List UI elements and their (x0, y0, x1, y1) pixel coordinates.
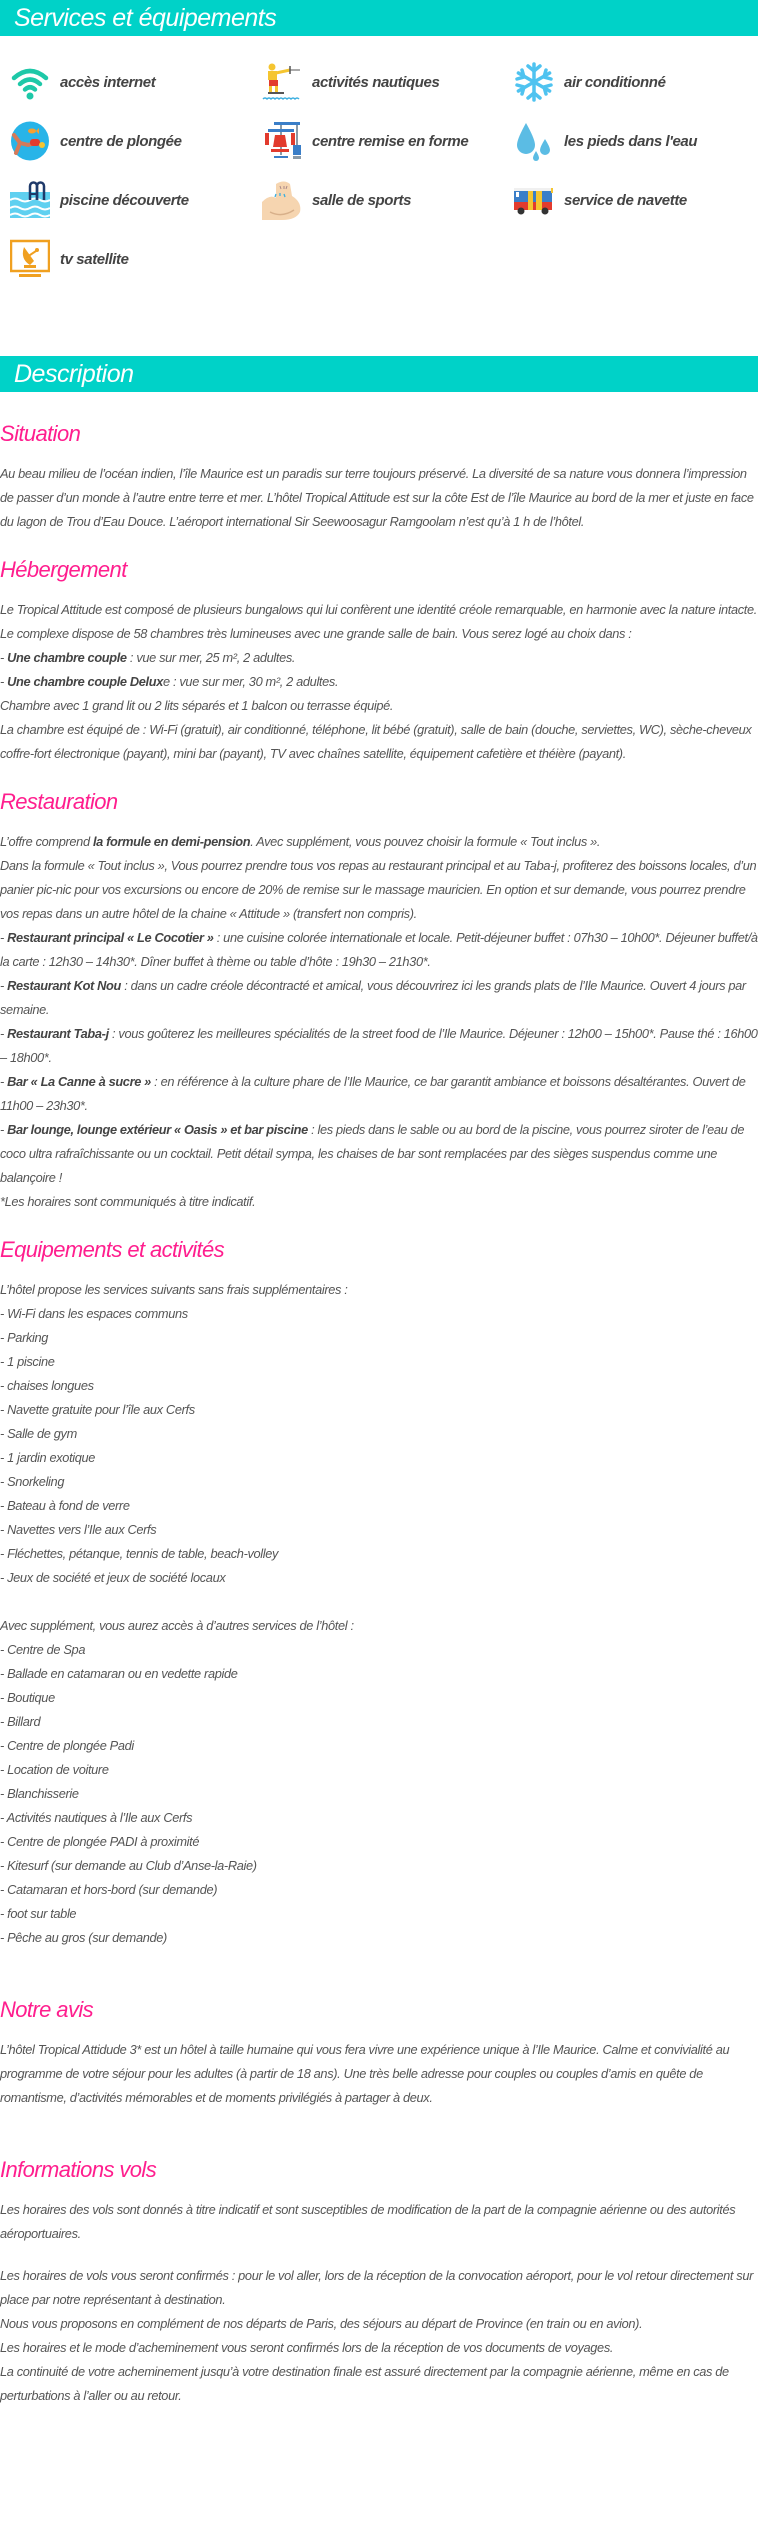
heading-informations-vols: Informations vols (0, 2157, 157, 2182)
list-item: - Activités nautiques à l’Ile aux Cerfs (0, 1810, 193, 1825)
room-beds: Chambre avec 1 grand lit ou 2 lits séparés et 1 balcon ou terrasse équipé. (0, 698, 394, 713)
list-item: - Salle de gym (0, 1426, 77, 1441)
service-item-piscine (10, 180, 262, 220)
pool-icon (10, 180, 50, 220)
list-item: - Wi-Fi dans les espaces communs (0, 1306, 188, 1321)
list-item: - Centre de plongée Padi (0, 1738, 134, 1753)
heading-hebergement: Hébergement (0, 557, 127, 582)
service-label: air conditionné (564, 73, 666, 91)
service-item-nautique (262, 62, 514, 102)
list-item: - Pêche au gros (sur demande) (0, 1930, 167, 1945)
service-item-salle-sports (262, 180, 514, 220)
list-item: - Boutique (0, 1690, 55, 1705)
service-item-pieds-dans-eau (514, 121, 758, 161)
vols-text-1: Les horaires des vols sont donnés à titre indicatif et sont susceptibles de modification de la part de la compagnie aérienne ou des autorités aéroportuaires. (0, 2202, 736, 2241)
room-equipment: La chambre est équipé de : Wi-Fi (gratuit), air conditionné, téléphone, lit bébé (gratuit), salle de bain (douche, serviettes, WC), sèche-cheveux coffre-fort électronique (payant), mini bar (payant), TV avec chaînes satellite, équipement cafetière et théière (payant). (0, 722, 752, 761)
list-item: - Jeux de société et jeux de société locaux (0, 1570, 226, 1585)
service-item-internet (10, 62, 262, 102)
restauration-footnote: *Les horaires sont communiqués à titre indicatif. (0, 1194, 256, 1209)
list-item: - Catamaran et hors-bord (sur demande) (0, 1882, 218, 1897)
venue-details: : dans un cadre créole décontracté et amical, vous découvrirez ici les grands plats de l’Ile Maurice. Ouvert 4 jours par semaine. (0, 978, 746, 1017)
services-section-title: Services et équipements (0, 0, 758, 36)
service-item-air-conditionne (514, 62, 758, 102)
equipements-paid (0, 1614, 758, 1950)
spacer (0, 315, 758, 356)
list-item: - foot sur table (0, 1906, 77, 1921)
venue-name: Bar « La Canne à sucre » (7, 1074, 151, 1089)
vols-line: La continuité de votre acheminement jusqu’à votre destination finale est assuré directement par la compagnie aérienne, même en cas de perturbations à l’aller ou au retour. (0, 2364, 729, 2403)
equipements-free (0, 1278, 758, 1590)
venue-name: Restaurant principal « Le Cocotier » (7, 930, 214, 945)
hebergement-text: Le Tropical Attitude est composé de plusieurs bungalows qui lui confèrent une identité créole remarquable, en harmonie avec la nature intacte. Le complexe dispose de 58 chambres très lumineuses avec une grande salle de bain. Vous serez logé au choix dans : - Une chambre couple : vue sur mer, 25 m², 2 adultes. - Une chambre couple Deluxe : vue sur mer, 30 m², 2 adultes. Chambre avec 1 grand lit ou 2 lits séparés et 1 balcon ou terrasse équipé. La chambre est équipé de : Wi-Fi (gratuit), air conditionné, téléphone, lit bébé (gratuit), salle de bain (douche, serviettes, WC), sèche-cheveux coffre-fort électronique (payant), mini bar (payant), TV avec chaînes satellite, équipement cafetière et théière (payant). (0, 602, 757, 761)
venue-name: Restaurant Taba-j (7, 1026, 109, 1041)
offer-text: L’offre comprend (0, 834, 93, 849)
service-label: centre de plongée (60, 132, 182, 150)
list-item: - Centre de plongée PADI à proximité (0, 1834, 200, 1849)
list-item: - Location de voiture (0, 1762, 109, 1777)
service-label: les pieds dans l'eau (564, 132, 698, 150)
paid-services-intro: Avec supplément, vous aurez accès à d’autres services de l’hôtel : (0, 1618, 354, 1633)
room-type-2: Une chambre couple Delux (7, 674, 163, 689)
fitness-machine-icon (262, 121, 302, 161)
restauration-text: L’offre comprend la formule en demi-pension. Avec supplément, vous pouvez choisir la formule « Tout inclus ». Dans la formule « Tout inclus », Vous pourrez prendre tous vos repas au restaurant principal et au Taba-j, profiterez des boissons locales, d’un panier pic-nic pour vos excursions ou encore de 20% de remise sur le massage mauricien. En option et sur demande, vous pourrez prendre vos repas dans un autre hôtel de la chaine « Attitude » (transfert non compris). - Restaurant principal « Le Cocotier » : une cuisine colorée internationale et locale. Petit-déjeuner buffet : 07h30 – 10h00*. Déjeuner buffet/à la carte : 12h30 – 14h30*. Dîner buffet à thème ou table d’hôte : 19h30 – 21h30*. - Restaurant Kot Nou : dans un cadre créole décontracté et amical, vous découvrirez ici les grands plats de l’Ile Maurice. Ouvert 4 jours par semaine. - Restaurant Taba-j : vous goûterez les meilleures spécialités de la street food de l’Ile Maurice. Déjeuner : 12h00 – 15h00*. Pause thé : 16h00 – 18h00*. - Bar « La Canne à sucre » : en référence à la culture phare de l’Ile Maurice, ce bar garantit ambiance et boissons désaltérantes. Ouvert de 11h00 – 23h30*. - Bar lounge, lounge extérieur « Oasis » et bar piscine : les pieds dans le sable ou au bord de la piscine, vous pourrez siroter de l’eau de coco ultra rafraîchissante ou un cocktail. Petit détail sympa, les chaises de bar sont remplacées par des sièges suspendus comme une balançoire ! *Les horaires sont communiqués à titre indicatif. (0, 834, 758, 1209)
service-item-navette (514, 180, 758, 220)
room-type-1-details: : vue sur mer, 25 m², 2 adultes. (126, 650, 296, 665)
offer-formula: la formule en demi-pension (92, 834, 251, 849)
wifi-icon (10, 62, 50, 102)
list-item: - Centre de Spa (0, 1642, 86, 1657)
heading-restauration: Restauration (0, 789, 118, 814)
venue-details: : vous goûterez les meilleures spécialités de la street food de l’Ile Maurice. Déjeuner : 12h00 – 15h00*. Pause thé : 16h00 – 18h00*. (0, 1026, 758, 1065)
list-item: - chaises longues (0, 1378, 94, 1393)
list-item: - Bateau à fond de verre (0, 1498, 130, 1513)
service-label: piscine découverte (60, 191, 189, 209)
situation-text: Au beau milieu de l’océan indien, l’île Maurice est un paradis sur terre toujours préservé. La diversité de sa nature vous donnera l’impression de passer d’un monde à l’autre entre terre et mer. L’hôtel Tropical Attitude est sur la côte Est de l’île Maurice au bord de la mer et juste en face du lagon de Trou d’Eau Douce. L’aéroport international Sir Seewoosagur Ramgoolam n’est qu’à 1 h de l’hôtel. (0, 466, 754, 529)
description-content (0, 392, 758, 2408)
services-grid (0, 36, 758, 315)
heading-situation: Situation (0, 421, 81, 446)
list-item: - Ballade en catamaran ou en vedette rapide (0, 1666, 238, 1681)
list-item: - Billard (0, 1714, 41, 1729)
avis-text: L’hôtel Tropical Attidude 3* est un hôtel à taille humaine qui vous fera vivre une expérience unique à l’Ile Maurice. Calme et convivialité au programme de votre séjour pour les adultes (à partir de 18 ans). Une très belle adresse pour couples ou couples d’amis en quête de romantisme, d’activités mémorables et de moments privilégiés à partager à deux. (0, 2042, 730, 2105)
list-item: - Snorkeling (0, 1474, 65, 1489)
list-item: - Blanchisserie (0, 1786, 79, 1801)
list-item: - Kitesurf (sur demande au Club d’Anse-la-Raie) (0, 1858, 257, 1873)
list-item: - 1 piscine (0, 1354, 55, 1369)
vols-line: Nous vous proposons en complément de nos départs de Paris, des séjours au départ de Province (en train ou en avion). (0, 2316, 643, 2331)
heading-notre-avis: Notre avis (0, 1997, 94, 2022)
list-item: - Parking (0, 1330, 49, 1345)
heading-equipements: Equipements et activités (0, 1237, 225, 1262)
free-services-intro: L’hôtel propose les services suivants sans frais supplémentaires : (0, 1282, 348, 1297)
snowflake-icon (514, 62, 554, 102)
venue-details: : en référence à la culture phare de l’Ile Maurice, ce bar garantit ambiance et boissons désaltérantes. Ouvert de 11h00 – 23h30*. (0, 1074, 746, 1113)
service-label: centre remise en forme (312, 132, 469, 150)
venue-name: Restaurant Kot Nou (7, 978, 121, 993)
satellite-tv-icon (10, 239, 50, 279)
venue-details: : les pieds dans le sable ou au bord de la piscine, vous pourrez siroter de l’eau de coco ultra rafraîchissante ou un cocktail. Petit détail sympa, les chaises de bar sont remplacées par des sièges suspendus comme une balançoire ! (0, 1122, 745, 1185)
service-label: salle de sports (312, 191, 412, 209)
venue-details: : une cuisine colorée internationale et locale. Petit-déjeuner buffet : 07h30 – 10h00*. Déjeuner buffet/à la carte : 12h30 – 14h30*. Dîner buffet à thème ou table d’hôte : 19h30 – 21h30*. (0, 930, 758, 969)
vols-line: Les horaires et le mode d’acheminement vous seront confirmés lors de la réception de vos documents de voyages. (0, 2340, 614, 2355)
list-item: - Fléchettes, pétanque, tennis de table, beach-volley (0, 1546, 279, 1561)
offer-text-end: . Avec supplément, vous pouvez choisir la formule « Tout inclus ». (250, 834, 601, 849)
service-label: service de navette (564, 191, 687, 209)
list-item: - Navette gratuite pour l’île aux Cerfs (0, 1402, 195, 1417)
service-label: tv satellite (60, 250, 129, 268)
water-ski-icon (262, 62, 302, 102)
room-type-2-details: e : vue sur mer, 30 m², 2 adultes. (163, 674, 339, 689)
venue-name: Bar lounge, lounge extérieur « Oasis » et bar piscine (7, 1122, 308, 1137)
diver-icon (10, 121, 50, 161)
service-item-remise-en-forme (262, 121, 514, 161)
service-item-tv-satellite (10, 239, 262, 279)
list-item: - 1 jardin exotique (0, 1450, 96, 1465)
water-drops-icon (514, 121, 554, 161)
service-item-plongee (10, 121, 262, 161)
hebergement-intro: Le Tropical Attitude est composé de plusieurs bungalows qui lui confèrent une identité créole remarquable, en harmonie avec la nature intacte. Le complexe dispose de 58 chambres très lumineuses avec une grande salle de bain. Vous serez logé au choix dans : (0, 602, 757, 641)
room-type-1: Une chambre couple (7, 650, 127, 665)
service-label: accès internet (60, 73, 156, 91)
vols-text-2 (0, 2264, 758, 2408)
shuttle-bus-icon (514, 180, 554, 220)
flexed-arm-icon (262, 180, 302, 220)
service-label: activités nautiques (312, 73, 440, 91)
tout-inclus-text: Dans la formule « Tout inclus », Vous pourrez prendre tous vos repas au restaurant principal et au Taba-j, profiterez des boissons locales, d’un panier pic-nic pour vos excursions ou encore de 20% de remise sur le massage mauricien. En option et sur demande, vous pourrez prendre vos repas dans un autre hôtel de la chaine « Attitude » (transfert non compris). (0, 858, 757, 921)
list-item: - Navettes vers l’Ile aux Cerfs (0, 1522, 157, 1537)
description-section-title: Description (0, 356, 758, 392)
vols-line: Les horaires de vols vous seront confirmés : pour le vol aller, lors de la réception de la convocation aéroport, pour le vol retour directement sur place par notre représentant à destination. (0, 2268, 754, 2307)
